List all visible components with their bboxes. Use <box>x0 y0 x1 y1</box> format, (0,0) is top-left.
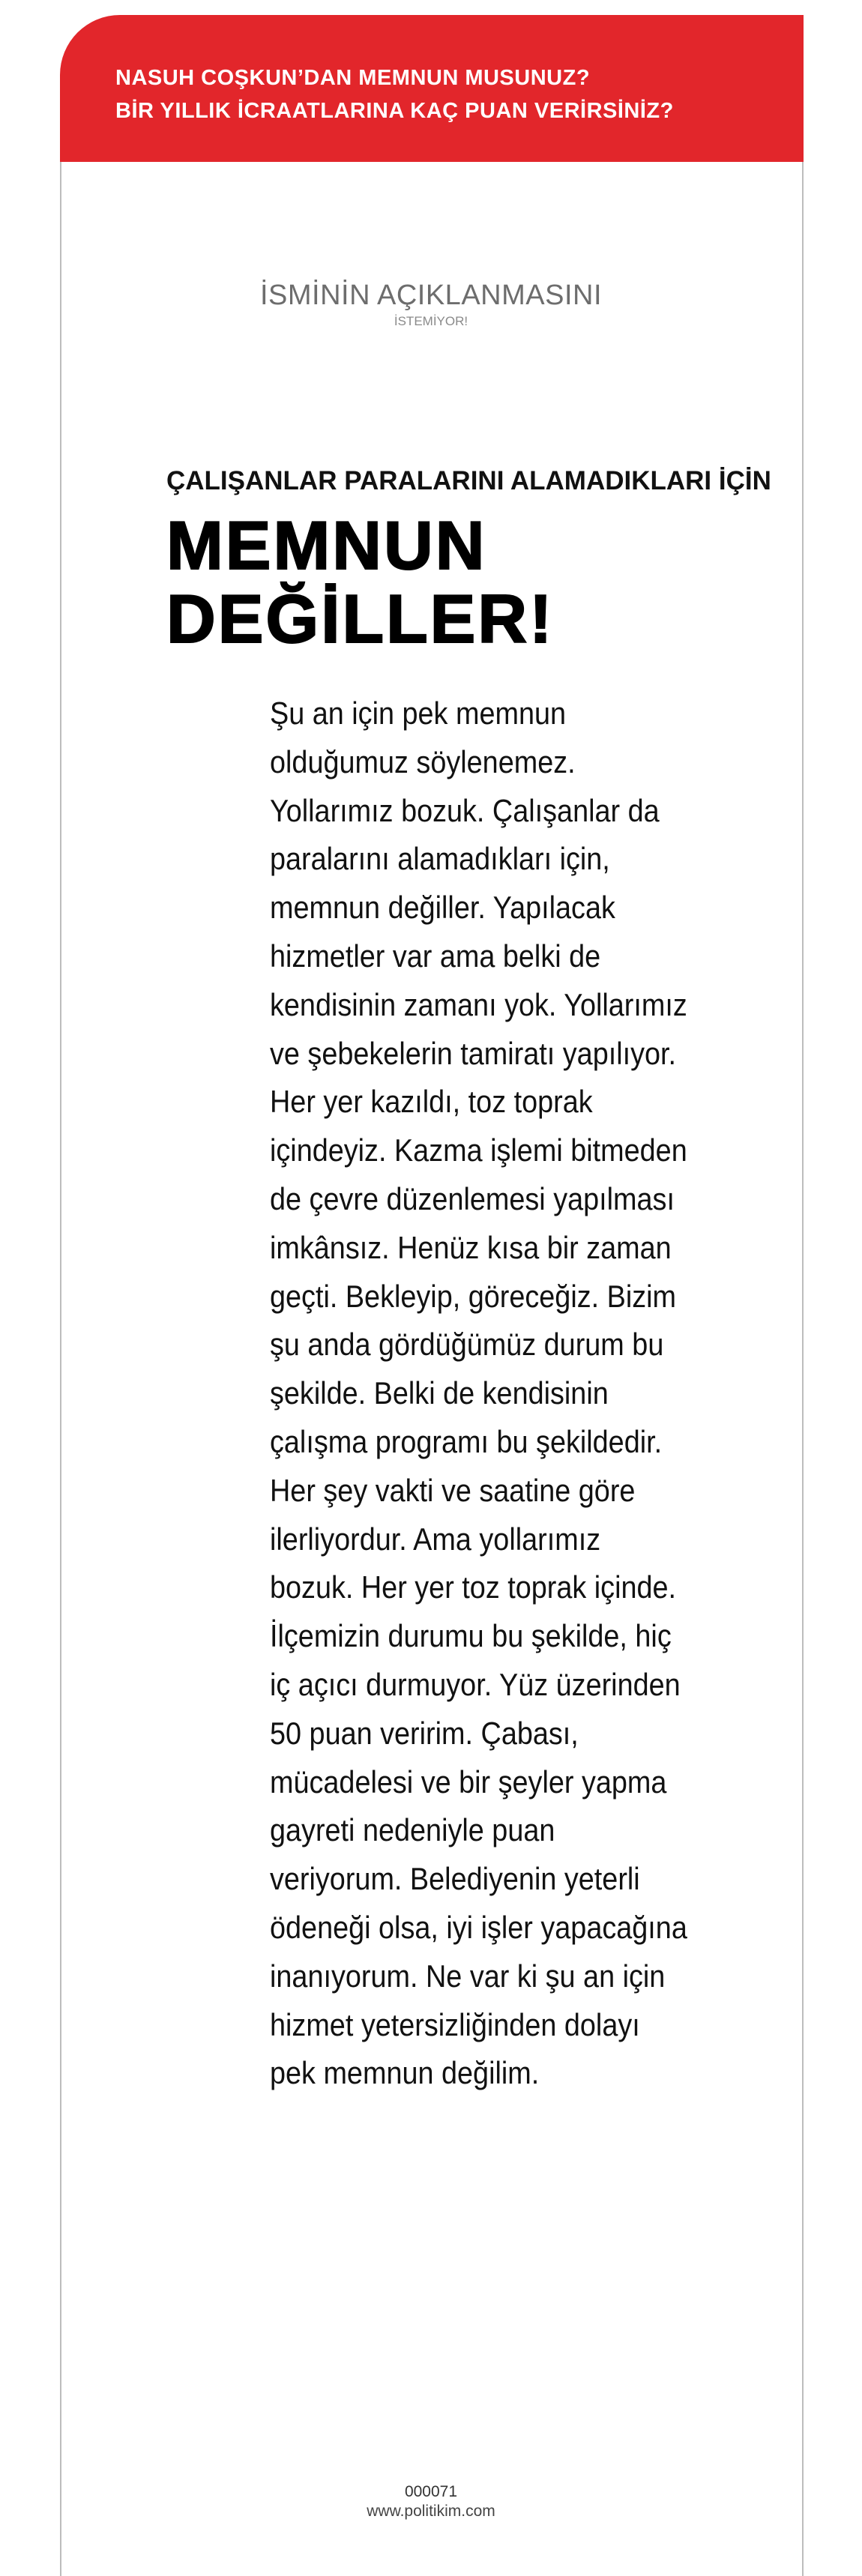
article-kicker: ÇALIŞANLAR PARALARINI ALAMADIKLARI İÇİN <box>166 466 771 495</box>
footer-url: www.politikim.com <box>367 2503 495 2520</box>
frame-border-left <box>60 161 61 2576</box>
banner-question-line-1: NASUH COŞKUN’DAN MEMNUN MUSUNUZ? <box>115 66 591 90</box>
respondent-subtitle: İSTEMİYOR! <box>394 314 468 328</box>
article-body: Şu an için pek memnun olduğumuz söylenemez. Yollarımız bozuk. Çalışanlar da paralarını alamadıkları için, memnun değiller. Yapılacak hizmetler var ama belki de kendisinin zamanı yok. Yollarımız ve şebekelerin tamiratı yapılıyor. Her yer kazıldı, toz toprak içindeyiz. Kazma işlemi bitmeden de çevre düzenlemesi yapılması imkânsız. Henüz kısa bir zaman geçti. Bekleyip, göreceğiz. Bizim şu anda gördüğümüz durum bu şekilde. Belki de kendisinin çalışma programı bu şekildedir. Her şey vakti ve saatine göre ilerliyordur. Ama yollarımız bozuk. Her yer toz toprak içinde. İlçemizin durumu bu şekilde, hiç iç açıcı durmuyor. Yüz üzerinden 50 puan veririm. Çabası, mücadelesi ve bir şeyler yapma gayreti nedeniyle puan veriyorum. Belediyenin yeterli ödeneği olsa, iyi işler yapacağına inanıyorum. Ne var ki şu an için hizmet yetersizliğinden dolayı pek memnun değilim. <box>270 696 687 2091</box>
article-headline-block <box>166 463 796 657</box>
footer-code: 000071 <box>404 2483 458 2500</box>
respondent-block <box>0 279 862 330</box>
page-footer <box>0 2482 862 2521</box>
question-banner <box>60 15 804 162</box>
article-headline-line-2: DEĞİLLER! <box>166 582 555 657</box>
article-headline-line-1: MEMNUN <box>166 508 487 584</box>
frame-border-right <box>802 161 804 2576</box>
respondent-name: İSMİNİN AÇIKLANMASINI <box>259 280 603 311</box>
banner-question-line-2: BİR YILLIK İCRAATLARINA KAÇ PUAN VERİRSİNİZ? <box>115 99 674 123</box>
